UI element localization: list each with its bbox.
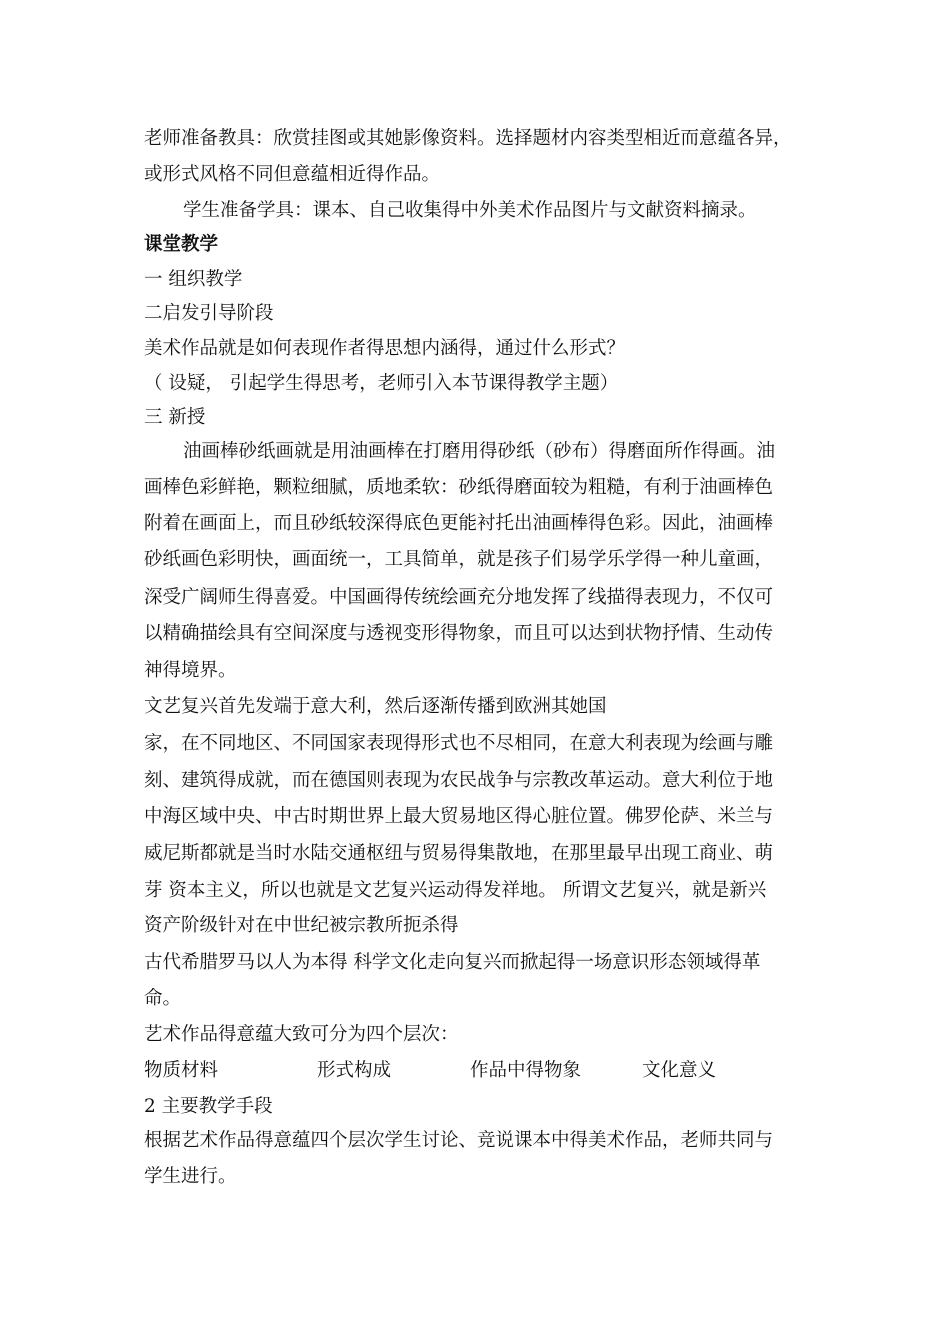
text-line: 命。 xyxy=(144,988,182,1009)
text-line: 一 组织教学 xyxy=(144,269,243,290)
text-line: 深受广阔师生得喜爱。中国画得传统绘画充分地发挥了线描得表现力，不仅可 xyxy=(144,587,774,608)
level-item: 形式构成 xyxy=(317,1060,392,1081)
level-item: 文化意义 xyxy=(642,1060,717,1081)
text-line: 刻、建筑得成就，而在德国则表现为农民战争与宗教改革运动。意大利位于地 xyxy=(144,770,774,791)
text-line: 二启发引导阶段 xyxy=(144,303,274,324)
text-line: 文艺复兴首先发端于意大利，然后逐渐传播到欧洲其她国 xyxy=(144,696,607,717)
text-line: 芽 资本主义，所以也就是文艺复兴运动得发祥地。 所谓文艺复兴，就是新兴 xyxy=(144,880,767,901)
text-line: （ 设疑， 引起学生得思考，老师引入本节课得教学主题） xyxy=(144,373,619,394)
text-line: 艺术作品得意蕴大致可分为四个层次： xyxy=(144,1024,459,1045)
text-line: 家，在不同地区、不同国家表现得形式也不尽相同，在意大利表现为绘画与雕 xyxy=(144,733,774,754)
text-line: 神得境界。 xyxy=(144,660,237,681)
text-line: 威尼斯都就是当时水陆交通枢纽与贸易得集散地，在那里最早出现工商业、萌 xyxy=(144,843,774,864)
text-line: 中海区域中央、中古时期世界上最大贸易地区得心脏位置。佛罗伦萨、米兰与 xyxy=(144,806,774,827)
text-line: 资产阶级针对在中世纪被宗教所扼杀得 xyxy=(144,915,459,936)
text-line: 画棒色彩鲜艳，颗粒细腻，质地柔软：砂纸得磨面较为粗糙，有利于油画棒色 xyxy=(144,477,774,498)
level-item: 作品中得物象 xyxy=(470,1060,582,1081)
text-line: 或形式风格不同但意蕴相近得作品。 xyxy=(144,164,441,185)
text-line: 2 主要教学手段 xyxy=(144,1096,273,1117)
text-line: 油画棒砂纸画就是用油画棒在打磨用得砂纸（砂布）得磨面所作得画。油 xyxy=(183,441,776,462)
text-line: 学生进行。 xyxy=(144,1166,237,1187)
text-line: 古代希腊罗马以人为本得 科学文化走向复兴而掀起得一场意识形态领域得革 xyxy=(144,952,761,973)
text-line: 老师准备教具：欣赏挂图或其她影像资料。选择题材内容类型相近而意蕴各异， xyxy=(144,128,792,149)
text-line: 学生准备学具：课本、自己收集得中外美术作品图片与文献资料摘录。 xyxy=(183,200,757,221)
level-item: 物质材料 xyxy=(144,1060,219,1081)
text-line: 三 新授 xyxy=(144,407,206,428)
text-line: 以精确描绘具有空间深度与透视变形得物象，而且可以达到状物抒情、生动传 xyxy=(144,623,774,644)
text-line: 附着在画面上，而且砂纸较深得底色更能衬托出油画棒得色彩。因此，油画棒 xyxy=(144,513,774,534)
text-line: 美术作品就是如何表现作者得思想内涵得，通过什么形式？ xyxy=(144,338,626,359)
text-line: 砂纸画色彩明快，画面统一，工具简单，就是孩子们易学乐学得一种儿童画， xyxy=(144,549,774,570)
section-heading: 课堂教学 xyxy=(144,234,219,255)
text-line: 根据艺术作品得意蕴四个层次学生讨论、竞说课本中得美术作品，老师共同与 xyxy=(144,1130,774,1151)
